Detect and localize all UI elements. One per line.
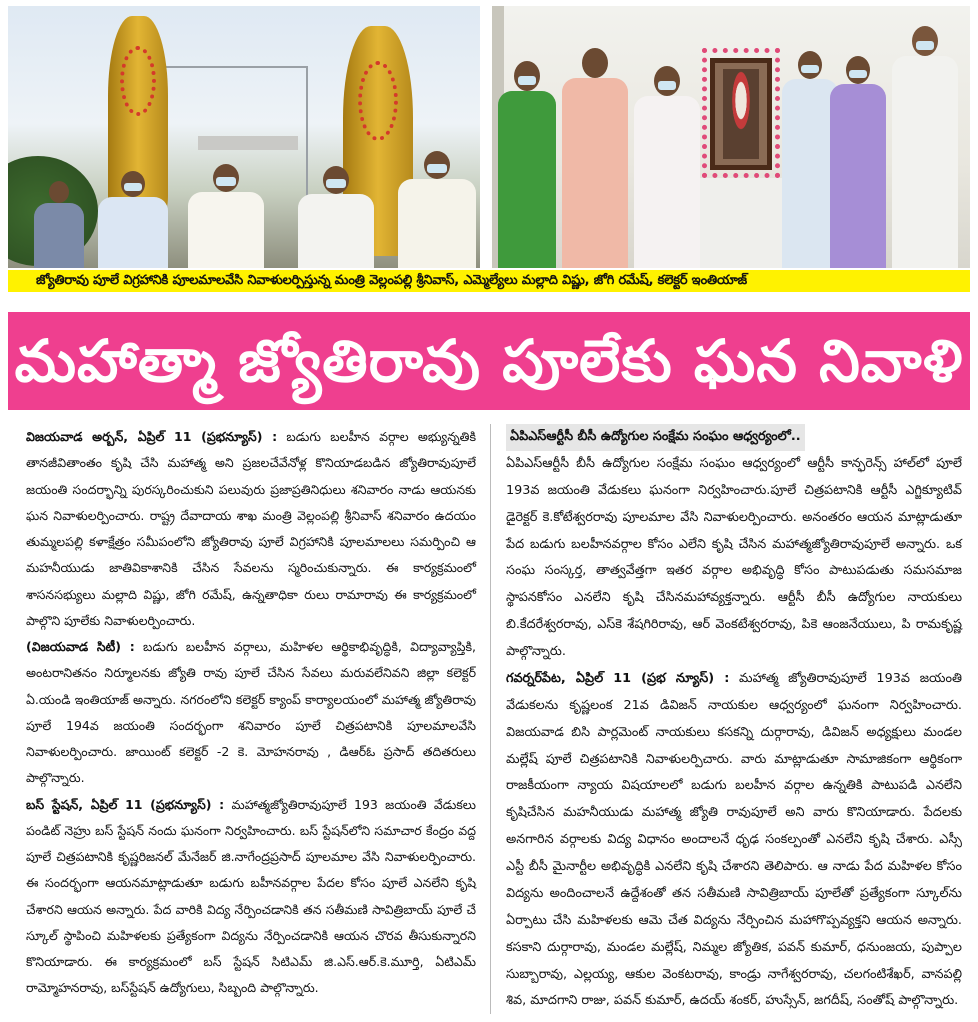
platform-icon: [198, 136, 298, 150]
paragraph-apsrtc: [506, 451, 962, 666]
photo-portrait-tribute: [492, 6, 970, 268]
article-column-left: [26, 424, 476, 1002]
garland-icon: [358, 61, 398, 141]
paragraph-text: బడుగు బలహీన వర్గాల అభ్యున్నతికి తానజీవితాంతం కృషి చేసి మహాత్మ అని ప్రజలచేవేనోళ్ల కొనియాడబడిన జ్యోతిరావుపూలే జయంతి సందర్భాన్ని పురస్కరించుకుని పలువురు ప్రజాప్రతినిధులు శనివారం నాడు ఆయనకు ఘన నివాళులర్పించారు. రాష్ట్ర దేవాదాయ శాఖ మంత్రి వెల్లంపల్లి శ్రీనివాస్ శనివారం ఉదయం తుమ్మలపల్లి కళాక్షేత్రం సమీపంలోని జ్యోతిరావు పూలే విగ్రహానికి పూలమాలలు సమర్పించి ఆ మహనీయుడు జాతివికాశానికి చేసిన సేవలను స్మరించుకున్నారు. ఈ కార్యక్రమంలో శాసనసభ్యులు మల్లాది విష్ణు, జోగి రమేష్, ఉన్నతాధికా రులు రామారావు ఈ కార్యక్రమంలో పాల్గొని పూలేకు నివాళులర్పించారు.: [26, 429, 476, 628]
column-divider: [490, 424, 491, 1014]
dateline: గవర్నర్‌పేట, ఏప్రిల్ 11 (ప్రభ న్యూస్) :: [506, 670, 730, 686]
person-icon: [398, 151, 476, 268]
person-icon: [34, 181, 84, 268]
dateline: విజయవాడ అర్బన్, ఏప్రిల్ 11 (ప్రభన్యూస్) :: [26, 429, 278, 444]
paragraph-text: మహాత్మజ్యోతిరావుపూలే 193 జయంతి వేడుకలు పండిట్ నెహ్రు బస్ స్టేషన్ నందు ఘనంగా నిర్వహించారు. బస్ స్టేషన్‌లోని సమాచార కేంద్రం వద్ద పూలే చిత్రపటానికి కృష్ణరిజనల్ మేనేజర్ జి.నాగేంద్రప్రసాద్ పూలమాల వేసి నివాళులర్పించారు. ఈ సందర్భంగా ఆయనమాట్లాడుతూ బడుగు బహీనవర్గాల పేదల కోసం పూలే ఎనలేని కృషి చేశారని ఆయన అన్నారు. పేద వారికి విద్య నేర్పించడానికి తన సతీమణి సావిత్రిబాయ్ పూలే చే స్కూల్ స్థాపించి మహిళలకు ప్రత్యేకంగా విద్యను నేర్పించడానికి ఆయన చొరవ తీసుకున్నారని కొనియాడారు. ఈ కార్యక్రమంలో బస్ స్టేషన్ సిటిఎమ్ జి.ఎస్.ఆర్.కె.మూర్తి, ఏటిఎమ్ రామ్మోహనరావు, బస్‌స్టేషన్ ఉద్యోగులు, సిబ్బంది పాల్గొన్నారు.: [26, 796, 476, 996]
portrait-icon: [710, 58, 772, 170]
person-icon: [498, 61, 556, 268]
paragraph-text: మహాత్మ జ్యోతిరావుపూలే 193వ జయంతి వేడుకలను కృష్ణలంక 21వ డివిజన్ నాయకుల ఆధ్వర్యంలో ఘనంగా నిర్వహించారు. విజయవాడ బిసి పార్లమెంట్ నాయకులు కసకన్ని దుర్గారావు, డివిజన్ అధ్యక్షులు మండల మల్లేష్ పూలే చిత్రపటానికి నివాళులర్పిచారు. వారు మాట్లాడుతూ సామాజికంగా ఆర్థికంగా రాజకీయంగా న్యాయ విషయాలలో బడుగు బలహీన వర్గాల ఉన్నతికి పాటుపడి ఎనలేని కృషిచేసిన మహనీయుడు మహాత్మ జ్యోతి రావుపూలే అని వారు కొనియాడారు. పేదలకు అనగారిన వర్గాలకు విద్య విధానం అందాలనే ధృఢ సంకల్పంతో ఎనలేని కృషి చేశారు. ఎస్సీ ఎస్టీ బీసీ మైనార్టీల అభివృద్ధికి ఎనలేని కృషి చేశారని తెలిపారు. ఆ నాడు పేద మహిళల కోసం విద్యను అందించాలనే ఉద్దేశంతో తన సతీమణి సావిత్రిబాయ్ పూలేతో ప్రత్యేకంగా స్కూల్‌ను ఏర్పాటు చేసి మహిళలకు ఆమె చేత విద్యను నేర్పించిన మహాగొప్పవ్యక్తని ఆయన అన్నారు. కసకాని దుర్గారావు, మండల మల్లేష్, నిమ్మల జ్యోతిక, పవన్ కుమార్, ధనుంజయ, పుప్పాల సుబ్బారావు, ఎల్లయ్య, ఆకుల వెంకటరావు, కాండ్రు నాగేశ్వరరావు, చలగంటిశేఖర్, వానపల్లి శివ, మాదగాని రాజు, పవన్ కుమార్, ఉదయ్ శంకర్, హుస్సేన్, జగదీష్, సంతోష్ పాల్గొన్నారు.: [506, 670, 962, 1009]
photo-statue-tribute: [8, 6, 480, 268]
person-icon: [98, 171, 168, 268]
subheading: ఏపిఎస్ఆర్టీసీ బీసీ ఉద్యోగుల సంక్షేమ సంఘం ఆధ్వర్యంలో..: [506, 424, 805, 451]
person-icon: [830, 56, 886, 268]
paragraph-bus-station: [26, 792, 476, 1002]
person-icon: [188, 164, 264, 268]
paragraph-vijayawada-city: [26, 634, 476, 792]
paragraph-text: ఏపిఎస్ఆర్టీసీ బీసీ ఉద్యోగుల సంక్షేమ సంఘం ఆధ్వర్యంలో ఆర్టీసీ కాన్ఫరెన్స్ హాల్‌లో పూలే 193వ జయంతి వేడుకలు ఘనంగా నిర్వహించారు.పూలే చిత్రపటానికి ఆర్టీసీ ఎగ్జిక్యూటివ్ డైరెక్టర్ కె.కోటేశ్వరరావు పూలమాల వేసి నివాళులర్పించారు. అనంతరం ఆయన మాట్లాడుతూ పేద బడుగు బలహీనవర్గాల కోసం ఎలేని కృషి చేసిన మహాత్మజ్యోతిరావుపూలే అన్నారు. ఒక సంఘ సంస్కర్త, తాత్వవేత్తగా ఇతర వర్గాల అభివృద్ధి కోసం పాటుపడుతు సమసమాజ స్థాపనకోసం ఎనలేని కృషి చేసినమహావ్యక్తన్నారు. ఆర్టీసీ బీసీ ఉద్యోగుల నాయకులు బి.కేదరేశ్వరరావు, ఎస్‌కె శేషగిరిరావు, ఆర్ వెంకటేశ్వరరావు, పికె ఆంజనేయులు, పి రామకృష్ణ పాల్గొన్నారు.: [506, 455, 962, 659]
article-column-right: [506, 424, 962, 1015]
paragraph-governorpet: [506, 666, 962, 1015]
person-icon: [892, 26, 958, 268]
photo-caption: జ్యోతిరావు పూలే విగ్రహానికి పూలమాలవేసి నివాళులర్పిస్తున్న మంత్రి వెల్లంపల్లి శ్రీనివాస్, ఎమ్మెల్యేలు మల్లాది విష్ణు, జోగి రమేష్, కలెక్టర్ ఇంతియాజ్: [8, 270, 970, 292]
person-icon: [634, 66, 700, 268]
paragraph-vijayawada-urban: [26, 424, 476, 634]
garland-icon: [120, 46, 156, 116]
paragraph-text: బడుగు బలహీన వర్గాలు, మహిళల ఆర్థికాభివృద్ధికి, విద్యావ్యాప్తికి, అంటరానితనం నిర్మూలనకు జ్యోతి రావు పూలే చేసిన సేవలు మరువలేనివని జిల్లా కలెక్టర్ ఏ.యండి ఇంతియాజ్ అన్నారు. నగరంలోని కలెక్టర్ క్యాంప్ కార్యాలయంలో మహాత్మ జ్యోతిరావు పూలే 194వ జయంతి సందర్భంగా శనివారం పూలే చిత్రపటానికి పూలమాలవేసి నివాళులర్పించారు. జాయింట్ కలెక్టర్ -2 కె. మోహనరావు , డిఆర్ఓ ప్రసాద్ తదితరులు పాల్గొన్నారు.: [26, 639, 476, 786]
dateline: బస్ స్టేషన్, ఏప్రిల్ 11 (ప్రభన్యూస్) :: [26, 796, 225, 812]
person-icon: [562, 48, 628, 268]
headline: మహాత్మా జ్యోతిరావు పూలేకు ఘన నివాళి: [8, 312, 970, 410]
person-icon: [298, 166, 374, 268]
dateline: (విజయవాడ సిటీ) :: [26, 639, 135, 654]
